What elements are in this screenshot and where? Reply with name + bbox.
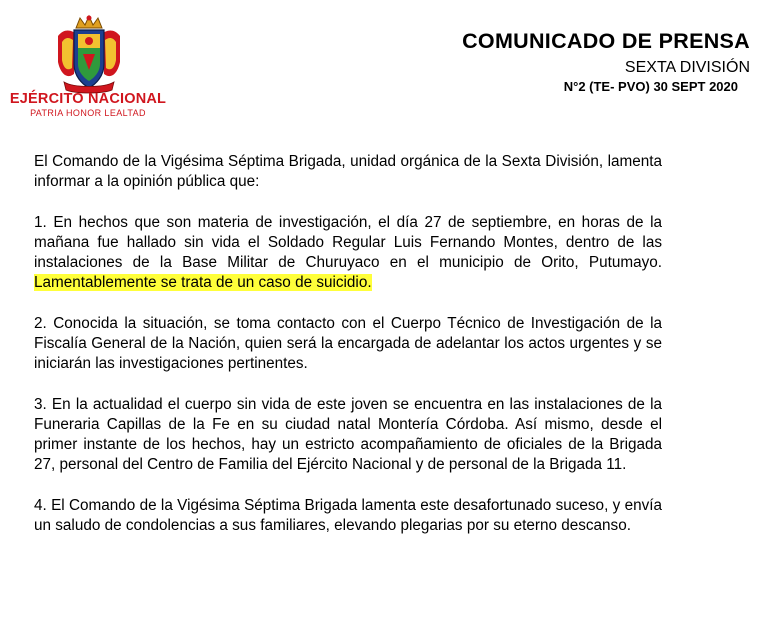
org-motto: PATRIA HONOR LEALTAD — [30, 108, 146, 118]
paragraph-4: 4. El Comando de la Vigésima Séptima Brigada lamenta este desafortunado suceso, y envía un saludo de condolencias a sus familiares, elevando plegarias por su eterno descanso. — [34, 497, 662, 534]
army-logo — [8, 14, 168, 118]
highlighted-text: Lamentablemente se trata de un caso de suicidio. — [34, 274, 372, 291]
army-crest-icon — [54, 14, 124, 94]
paragraph-1 — [34, 213, 662, 293]
communique-reference: N°2 (TE- PVO) 30 SEPT 2020 — [563, 79, 738, 94]
org-name: EJÉRCITO NACIONAL — [9, 91, 167, 107]
paragraph-intro: El Comando de la Vigésima Séptima Brigada, unidad orgánica de la Sexta División, lamenta informar a la opinión pública que: — [34, 153, 662, 190]
division-label: SEXTA DIVISIÓN — [624, 59, 750, 76]
document-header — [462, 28, 750, 95]
paragraph-1-text: 1. En hechos que son materia de investigación, el día 27 de septiembre, en horas de la mañana fue hallado sin vida el Soldado Regular Luis Fernando Montes, dentro de las instalaciones de la Base Militar de Churuyaco en el municipio de Orito, Putumayo. — [34, 214, 662, 271]
document-title: COMUNICADO DE PRENSA — [462, 29, 750, 53]
paragraph-2: 2. Conocida la situación, se toma contacto con el Cuerpo Técnico de Investigación de la Fiscalía General de la Nación, quien será la encargada de adelantar los actos urgentes y se iniciarán las investigaciones pertinentes. — [34, 315, 662, 372]
document-body — [34, 152, 662, 557]
paragraph-3: 3. En la actualidad el cuerpo sin vida de este joven se encuentra en las instalaciones de la Funeraria Capillas de la Fe en su ciudad natal Montería Córdoba. Así mismo, desde el primer instante de los hechos, hay un estricto acompañamiento de oficiales de la Brigada 27, personal del Centro de Familia del Ejército Nacional y de personal de la Brigada 11. — [34, 396, 662, 473]
